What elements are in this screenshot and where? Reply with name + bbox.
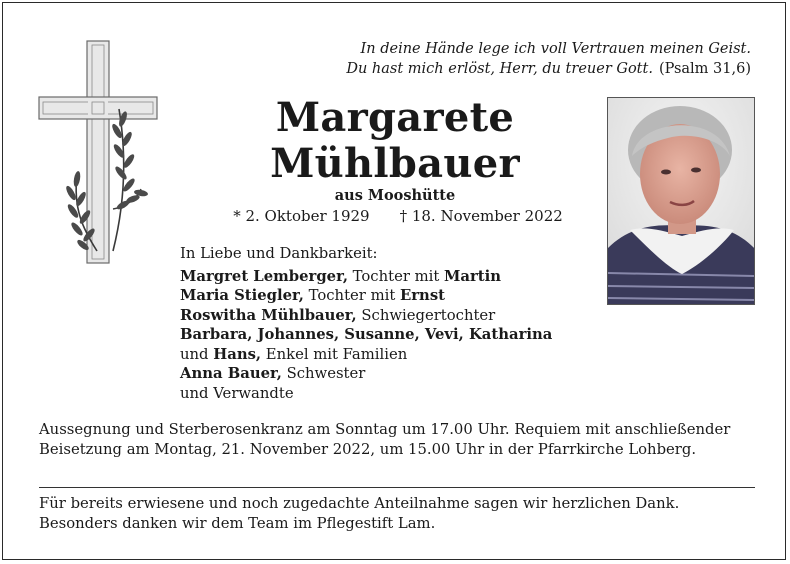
mourner-name: Martin [444,267,501,285]
deceased-first-name: Margarete [275,94,515,141]
mourner-relation: Schwiegertochter [356,306,496,324]
mourner-name: Margret Lemberger, [180,267,348,285]
mourner-relation: und [180,345,214,363]
mourner-name: Hans, [213,345,262,363]
mourner-relation: Tochter mit [303,287,400,304]
divider [39,487,755,488]
obituary-card [2,2,786,560]
mourner-relation: Schwester [281,365,366,382]
mourner-row [180,306,590,326]
portrait-photo [607,97,755,305]
mourner-name: Roswitha Mühlbauer, [180,306,357,324]
deceased-last-name: Mühlbauer [270,140,520,187]
mourner-relation: Tochter mit [347,267,445,285]
psalm-quote [346,39,751,79]
death-date: † 18. November 2022 [399,207,563,225]
mourner-name: Maria Stiegler, [180,287,304,304]
mourner-row [180,267,590,287]
birth-date: * 2. Oktober 1929 [233,207,370,225]
psalm-line-1: In deine Hände lege ich voll Vertrauen meinen Geist. [360,41,751,57]
mourner-relation: Enkel mit Familien [261,345,408,363]
cross-with-laurel-icon [37,39,165,269]
mourner-name: Barbara, Johannes, Susanne, Vevi, Katharina [180,326,553,343]
mourners-intro: In Liebe und Dankbarkeit: [180,245,378,262]
psalm-line-2: Du hast mich erlöst, Herr, du treuer Gott. [346,61,653,77]
service-info: Aussegnung und Sterberosenkranz am Sonntag um 17.00 Uhr. Requiem mit anschließender Beisetzung am Montag, 21. November 2022, um 15.00 Uhr in der Pfarrkirche Lohberg. [39,421,731,458]
mourner-row [180,345,590,365]
life-dates [203,207,593,225]
psalm-reference: (Psalm 31,6) [658,61,751,77]
mourner-row [180,286,590,306]
mourner-name: Ernst [399,287,445,304]
mourner-name: Anna Bauer, [180,365,282,382]
deceased-origin: aus Mooshütte [334,187,456,204]
mourner-row [180,325,590,345]
mourner-relation: und Verwandte [180,384,294,402]
thanks-note: Für bereits erwiesene und noch zugedachte Anteilnahme sagen wir herzlichen Dank. Besonders danken wir dem Team im Pflegestift Lam. [39,495,680,532]
mourner-row [180,364,590,384]
mourners-list [180,244,590,403]
mourner-row [180,384,590,404]
